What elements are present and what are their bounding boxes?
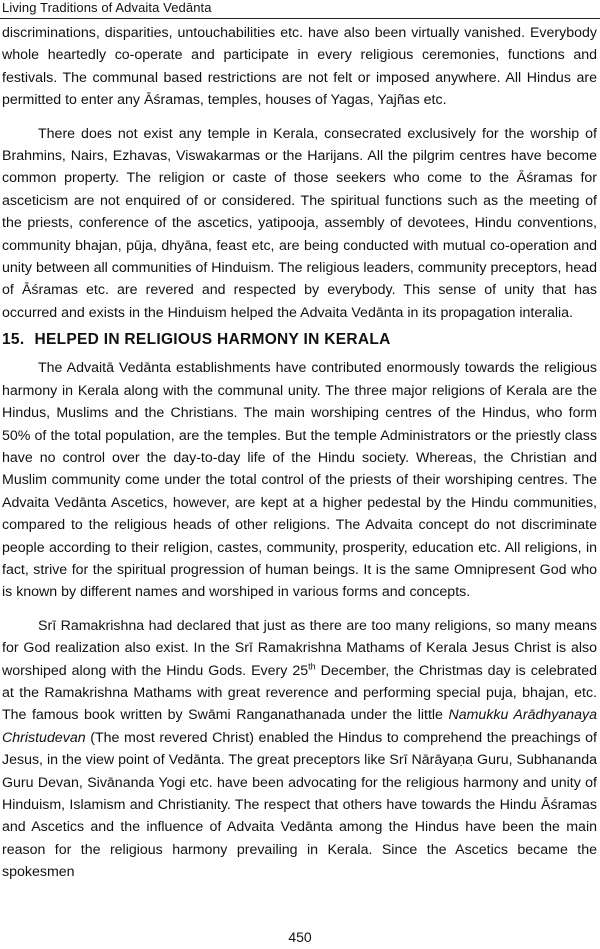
paragraph-gap [2, 112, 597, 123]
paragraph-text: (The most revered Christ) enabled the Hindus to comprehend the preachings of Jesus, in the view point of Vedānta. The great preceptors like Srī Nārāyaṇa Guru, Subhananda Guru Devan, Sivānanda Yogi etc. have been advocating for the religious harmony and unity of Hinduism, Islamism and Christianity. The respect that others have towards the Hindu Āśramas and Ascetics and the influence of Advaita Vedānta among the Hindus have been the main reason for the religious harmony prevailing in Kerala. Since the Ascetics became the spokesmen [2, 729, 597, 881]
paragraph-continued: discriminations, disparities, untouchabilities etc. have also been virtually vanished. Everybody whole heartedly co-operate and participate in every religious ceremonies, functions and festivals. The communal based restrictions are not felt or imposed anywhere. All Hindus are permitted to enter any Āśramas, temples, houses of Yagas, Yajñas etc. [2, 25, 597, 109]
paragraph-gap [2, 604, 597, 615]
header-rule [0, 18, 600, 19]
section-title: HELPED IN RELIGIOUS HARMONY IN KERALA [34, 331, 391, 349]
paragraph-text: December, the Christmas day is celebrated at the Ramakrishna Mathams with great reverence and performing special puja, bhajan, etc. The famous book written by Swāmi Ranganathanada under the little [2, 662, 597, 724]
paragraph-harmony: The Advaitā Vedānta establishments have contributed enormously towards the religious harmony in Kerala along with the communal unity. The three major religions of Kerala are the Hindus, Muslims and the Christians. The main worshiping centres of the Hindus, who form 50% of the total population, are the temples. But the temple Administrators or the priestly class have no control over the day-to-day life of the Hindu society. Whereas, the Christian and Muslim community come under the total control of the priests of their worshiping centres. The Advaita Vedānta Ascetics, however, are kept at a higher pedestal by the Hindu communities, compared to the religious heads of other religions. The Advaita concept do not discriminate people according to their religion, castes, community, prosperity, education etc. All religions, in fact, strive for the spiritual progression of human beings. It is the same Omnipresent God who is known by different names and worshiped in various forms and concepts. [2, 360, 597, 601]
page-body [2, 22, 597, 884]
running-head: Living Traditions of Advaita Vedānta [2, 0, 212, 15]
page-number: 450 [288, 929, 312, 945]
paragraph-ramakrishna [2, 615, 597, 884]
paragraph-text: Srī Ramakrishna had declared that just as there are too many religions, so many means for God realization also exist. In the Srī Ramakrishna Mathams of Kerala Jesus Christ is also worshiped along with the Hindu Gods. Every 25 [2, 617, 597, 679]
ordinal-superscript: th [308, 660, 316, 671]
book-title: Namukku Arādhyanaya Christudevan [2, 707, 597, 746]
section-number: 15. [2, 331, 25, 349]
paragraph-temples: There does not exist any temple in Kerala, consecrated exclusively for the worship of Brahmins, Nairs, Ezhavas, Viswakarmas or the Harijans. All the pilgrim centres have become common property. The religion or caste of those seekers who come to the Āśramas for asceticism are not enquired of or considered. The spiritual functions such as the meeting of the priests, conference of the ascetics, yatipooja, assembly of devotees, Hindu conventions, community bhajan, pūja, dhyāna, feast etc, are being conducted with mutual co-operation and unity between all communities of Hinduism. The religious leaders, community preceptors, head of Āśramas etc. are revered and respected by everybody. This sense of unity that has occurred and exists in the Hinduism helped the Advaita Vedānta in its propagation interalia. [2, 125, 597, 321]
section-heading [2, 329, 597, 351]
